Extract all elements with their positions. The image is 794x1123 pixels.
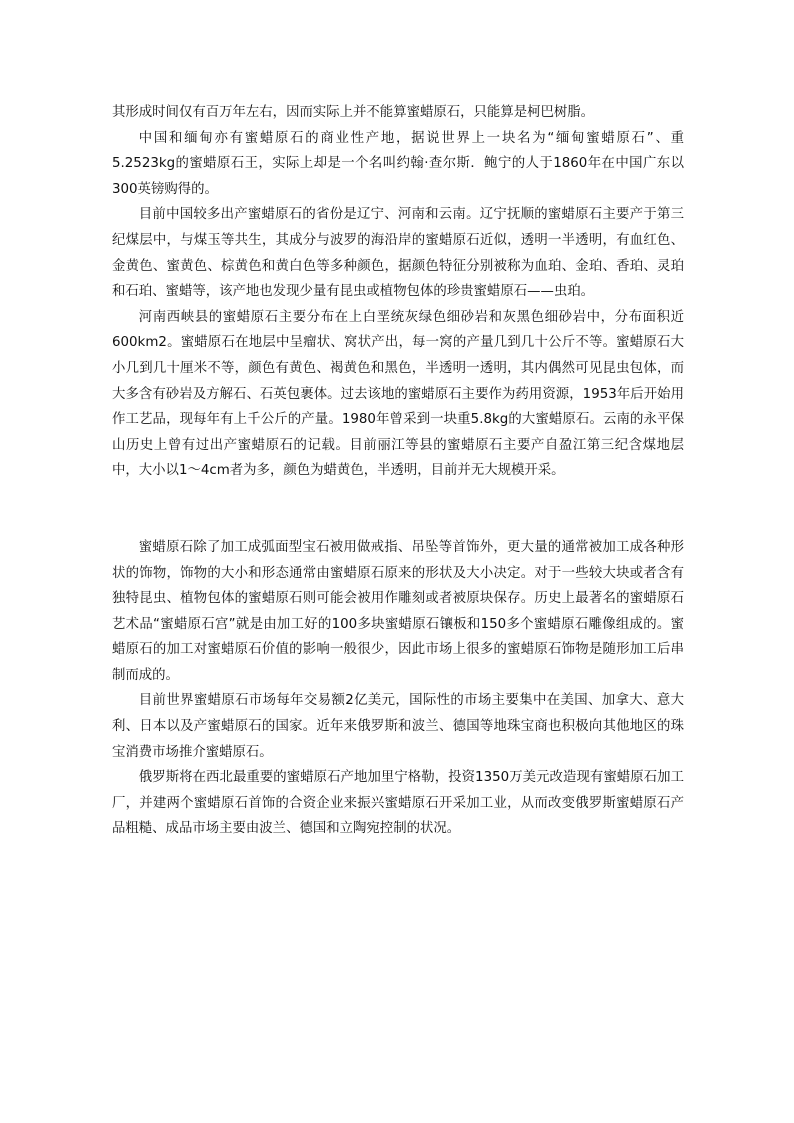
paragraph-market: 目前世界蜜蜡原石市场每年交易额2亿美元，国际性的市场主要集中在美国、加拿大、意大利、日本以及产蜜蜡原石的国家。近年来俄罗斯和波兰、德国等地珠宝商也积极向其他地区的珠宝消费市场推介蜜蜡原石。 — [112, 693, 684, 760]
document-body — [112, 100, 684, 842]
paragraph-continuation: 其形成时间仅有百万年左右，因而实际上并不能算蜜蜡原石，只能算是柯巴树脂。 — [112, 105, 595, 120]
paragraph-henan-yunnan: 河南西峡县的蜜蜡原石主要分布在上白垩统灰绿色细砂岩和灰黑色细砂岩中，分布面积近600km2。蜜蜡原石在地层中呈瘤状、窝状产出，每一窝的产量几到几十公斤不等。蜜蜡原石大小几到几十厘米不等，颜色有黄色、褐黄色和黑色，半透明一透明，其内偶然可见昆虫包体，而大多含有砂岩及方解石、石英包裹体。过去该地的蜜蜡原石主要作为药用资源，1953年后开始用作工艺品，现每年有上千公斤的产量。1980年曾采到一块重5.8kg的大蜜蜡原石。云南的永平保山历史上曾有过出产蜜蜡原石的记载。目前丽江等县的蜜蜡原石主要产自盈江第三纪含煤地层中，大小以1～4cm者为多，颜色为蜡黄色，半透明，目前并无大规模开采。 — [112, 309, 684, 479]
paragraph-china-provinces: 目前中国较多出产蜜蜡原石的省份是辽宁、河南和云南。辽宁抚顺的蜜蜡原石主要产于第三纪煤层中，与煤玉等共生，其成分与波罗的海沿岸的蜜蜡原石近似，透明一半透明，有血红色、金黄色、蜜黄色、棕黄色和黄白色等多种颜色，据颜色特征分别被称为血珀、金珀、香珀、灵珀和石珀、蜜蜡等，该产地也发现少量有昆虫或植物包体的珍贵蜜蜡原石——虫珀。 — [112, 207, 684, 300]
paragraph-origin-china-burma: 中国和缅甸亦有蜜蜡原石的商业性产地，据说世界上一块名为“缅甸蜜蜡原石”、重5.2523kg的蜜蜡原石王，实际上却是一个名叫约翰·查尔斯．鲍宁的人于1860年在中国广东以300英镑购得的。 — [112, 130, 684, 197]
paragraph-russia: 俄罗斯将在西北最重要的蜜蜡原石产地加里宁格勒，投资1350万美元改造现有蜜蜡原石加工厂，并建两个蜜蜡原石首饰的合资企业来振兴蜜蜡原石开采加工业，从而改变俄罗斯蜜蜡原石产品粗糙、成品市场主要由波兰、德国和立陶宛控制的状况。 — [112, 770, 684, 837]
paragraph-processing: 蜜蜡原石除了加工成弧面型宝石被用做戒指、吊坠等首饰外，更大量的通常被加工成各种形状的饰物，饰物的大小和形态通常由蜜蜡原石原来的形状及大小决定。对于一些较大块或者含有独特昆虫、植物包体的蜜蜡原石则可能会被用作雕刻或者被原块保存。历史上最著名的蜜蜡原石艺术品“蜜蜡原石宫”就是由加工好的100多块蜜蜡原石镶板和150多个蜜蜡原石雕像组成的。蜜蜡原石的加工对蜜蜡原石价值的影响一般很少，因此市场上很多的蜜蜡原石饰物是随形加工后串制而成的。 — [112, 539, 684, 683]
section-gap — [112, 484, 684, 535]
